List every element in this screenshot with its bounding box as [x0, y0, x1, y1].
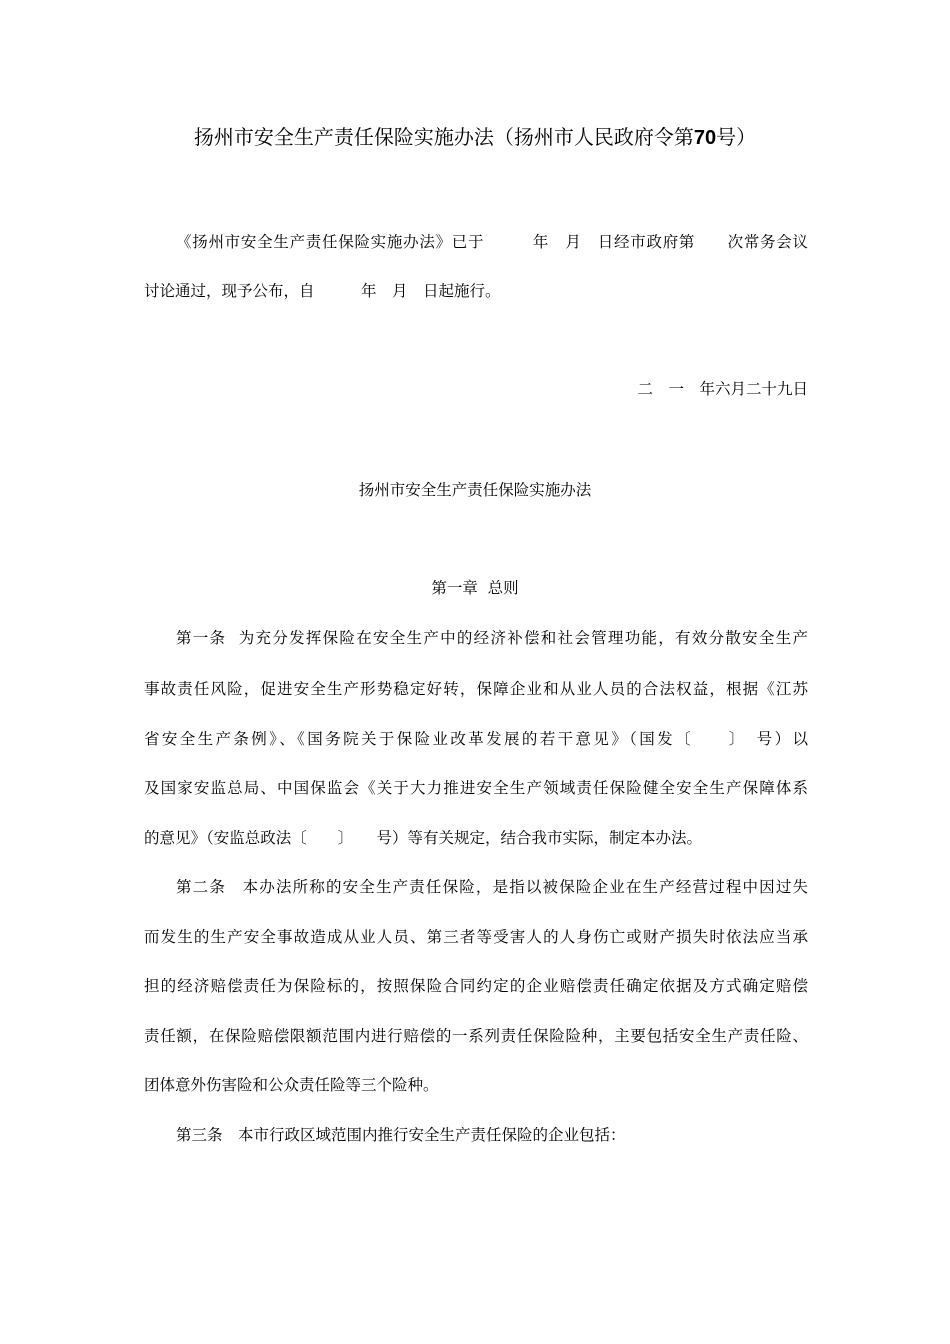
chapter-heading: 第一章 总则 — [431, 579, 519, 597]
promulgation-date: 二 一 年六月二十九日 — [637, 380, 808, 398]
document-subtitle: 扬州市安全生产责任保险实施办法 — [358, 481, 592, 499]
article-1-line-4: 及国家安监总局、中国保监会《关于大力推进安全生产领域责任保险健全安全生产保障体系 — [144, 779, 808, 797]
promulgation-line-2: 讨论通过，现予公布，自 年 月 日起施行。 — [144, 282, 501, 300]
article-1-line-1: 第一条 为充分发挥保险在安全生产中的经济补偿和社会管理功能，有效分散安全生产 — [176, 629, 808, 647]
article-2-line-4: 责任额，在保险赔偿限额范围内进行赔偿的一系列责任保险险种，主要包括安全生产责任险、 — [144, 1027, 808, 1045]
title-main: 扬州市安全生产责任保险实施办法（扬州市人民政府令第 — [193, 125, 694, 149]
document-title — [0, 122, 950, 153]
title-end: 号） — [716, 125, 757, 149]
article-2-line-5: 团体意外伤害险和公众责任险等三个险种。 — [144, 1076, 439, 1094]
article-3-line-1: 第三条 本市行政区域范围内推行安全生产责任保险的企业包括： — [176, 1126, 626, 1144]
promulgation-line-1: 《扬州市安全生产责任保险实施办法》已于 年 月 日经市政府第 次常务会议 — [176, 233, 808, 251]
article-2-line-2: 而发生的生产安全事故造成从业人员、第三者等受害人的人身伤亡或财产损失时依法应当承 — [144, 928, 808, 946]
article-1-line-2: 事故责任风险，促进安全生产形势稳定好转，保障企业和从业人员的合法权益，根据《江苏 — [144, 680, 808, 698]
title-number: 70 — [693, 127, 717, 149]
article-1-line-5: 的意见》（安监总政法〔 〕 号）等有关规定，结合我市实际，制定本办法。 — [144, 829, 703, 847]
article-2-line-1: 第二条 本办法所称的安全生产责任保险，是指以被保险企业在生产经营过程中因过失 — [176, 878, 808, 896]
article-2-line-3: 担的经济赔偿责任为保险标的，按照保险合同约定的企业赔偿责任确定依据及方式确定赔偿 — [144, 977, 808, 995]
article-1-line-3: 省安全生产条例》、《国务院关于保险业改革发展的若干意见》（国发〔 〕 号）以 — [144, 730, 808, 748]
